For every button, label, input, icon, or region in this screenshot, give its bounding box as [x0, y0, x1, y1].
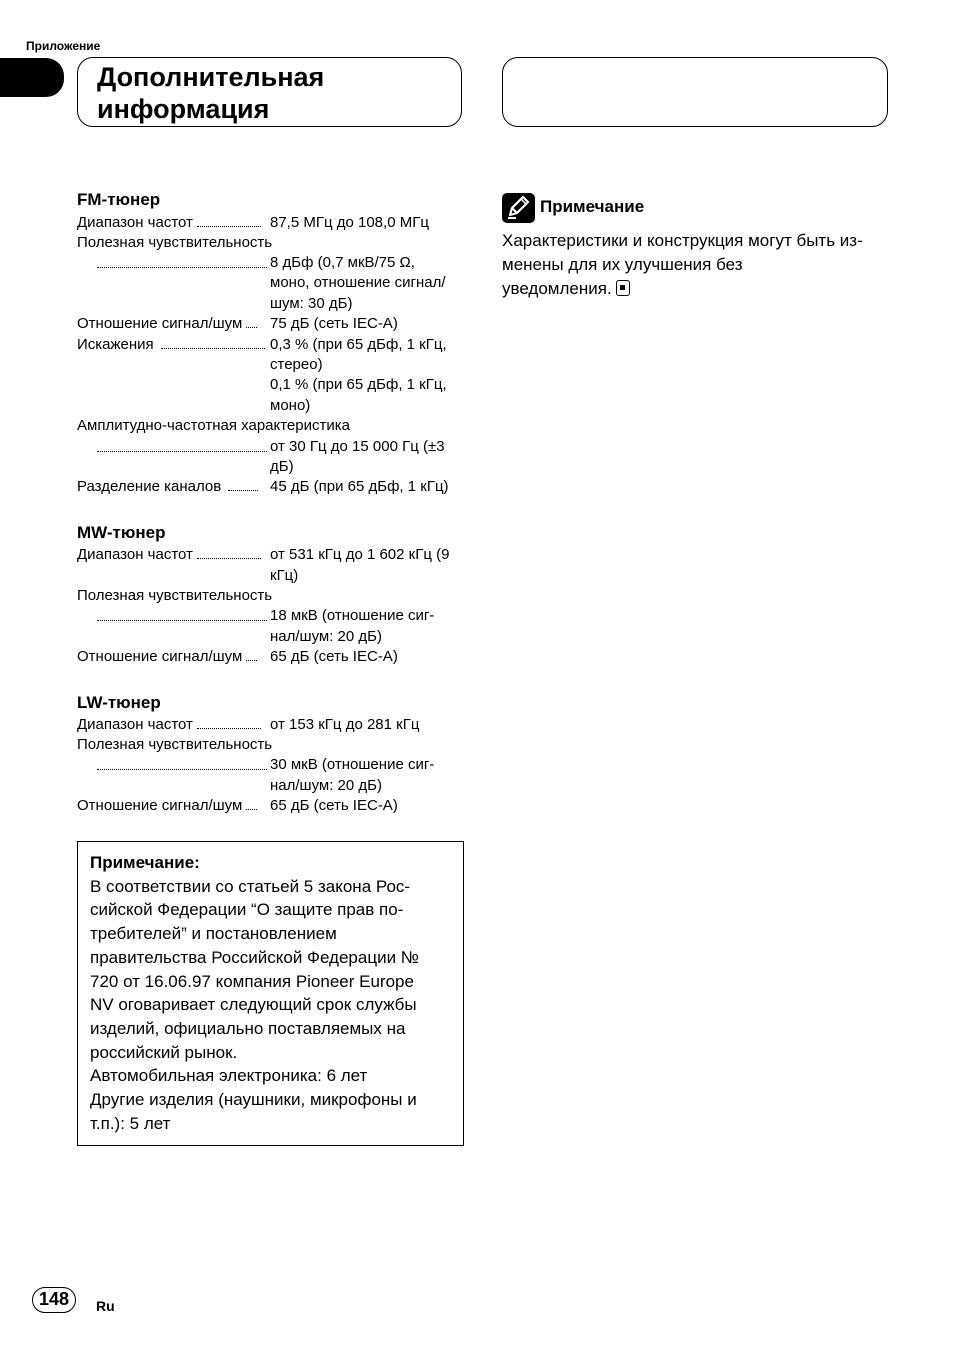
fm-dist-v3: 0,1 % (при 65 дБф, 1 кГц, [270, 376, 447, 393]
section-label: Приложение [26, 39, 101, 53]
note-line: менены для их улучшения без [502, 255, 743, 274]
lw-snr-value: 65 дБ (сеть IEC-A) [270, 797, 398, 814]
fm-range-label: Диапазон частот [77, 213, 261, 234]
fm-range-value: 87,5 МГц до 108,0 МГц [270, 214, 429, 231]
lw-sens-v2: нал/шум: 20 дБ) [270, 777, 383, 794]
fm-heading: FM-тюнер [77, 190, 161, 209]
empty-header-box [502, 57, 888, 127]
mw-sens-label: Полезная чувствительность [77, 587, 273, 604]
note-line-last: уведомления. [502, 277, 887, 301]
fm-sens-v2: моно, отношение сигнал/ [270, 274, 446, 291]
legal-note-line: 720 от 16.06.97 компания Pioneer Europe [90, 971, 414, 991]
stop-icon [616, 280, 630, 296]
lw-sens-v1: 30 мкВ (отношение сиг- [270, 756, 435, 773]
mw-range-label: Диапазон частот [77, 545, 261, 566]
mw-sens-dots [97, 619, 267, 621]
note-body [502, 229, 887, 301]
fm-sep-value: 45 дБ (при 65 дБф, 1 кГц) [270, 478, 449, 495]
legal-note-line: требителей” и постановлением [90, 924, 337, 944]
legal-note-line: т.п.): 5 лет [90, 1113, 171, 1133]
language-code: Ru [96, 1298, 115, 1314]
page-title-line2: информация [97, 94, 270, 124]
fm-dist-v1: 0,3 % (при 65 дБф, 1 кГц, [270, 336, 447, 353]
section-tab-marker [0, 58, 64, 97]
fm-freq-v2: дБ) [270, 458, 294, 475]
fm-sens-v3: шум: 30 дБ) [270, 295, 353, 312]
lw-sens-dots [97, 768, 267, 770]
legal-note-line: В соответствии со статьей 5 закона Рос- [90, 876, 411, 896]
note-pencil-icon [502, 193, 535, 223]
fm-dist-label: Искажения [77, 335, 265, 356]
note-line: Характеристики и конструкция могут быть из- [502, 231, 863, 250]
fm-sep-label: Разделение каналов [77, 477, 258, 498]
legal-note-line: правительства Российской Федерации № [90, 947, 420, 967]
mw-sens-v2: нал/шум: 20 дБ) [270, 628, 383, 645]
page-title-box [77, 57, 462, 127]
page-number: 148 [32, 1287, 76, 1313]
legal-note-line: сийской Федерации “О защите прав по- [90, 900, 404, 920]
legal-note-line: изделий, официально поставляемых на [90, 1018, 406, 1038]
fm-snr-label: Отношение сигнал/шум [77, 314, 257, 335]
fm-freq-dots [97, 450, 267, 452]
page-title-line1: Дополнительная [97, 62, 325, 92]
fm-sens-label: Полезная чувствительность [77, 234, 273, 251]
fm-freq-v1: от 30 Гц до 15 000 Гц (±3 [270, 438, 445, 455]
legal-note-line: российский рынок. [90, 1042, 238, 1062]
legal-note-box [77, 841, 464, 1146]
lw-heading: LW-тюнер [77, 693, 161, 712]
mw-snr-value: 65 дБ (сеть IEC-A) [270, 648, 398, 665]
mw-heading: MW-тюнер [77, 523, 166, 542]
lw-range-label: Диапазон частот [77, 715, 261, 736]
mw-snr-label: Отношение сигнал/шум [77, 647, 257, 668]
fm-snr-value: 75 дБ (сеть IEC-A) [270, 315, 398, 332]
lw-sens-label: Полезная чувствительность [77, 736, 273, 753]
fm-dist-v4: моно) [270, 397, 311, 414]
legal-note-line: Автомобильная электроника: 6 лет [90, 1066, 368, 1086]
legal-note-line: NV оговаривает следующий срок службы [90, 995, 417, 1015]
mw-sens-v1: 18 мкВ (отношение сиг- [270, 607, 435, 624]
fm-dist-v2: стерео) [270, 356, 323, 373]
legal-note-title: Примечание: [90, 853, 200, 872]
fm-sens-dots [97, 266, 267, 268]
mw-range-v2: кГц) [270, 567, 299, 584]
fm-sens-v1: 8 дБф (0,7 мкВ/75 Ω, [270, 254, 415, 271]
lw-range-value: от 153 кГц до 281 кГц [270, 716, 420, 733]
fm-freq-label: Амплитудно-частотная характеристика [77, 417, 350, 434]
legal-note-line: Другие изделия (наушники, микрофоны и [90, 1090, 417, 1110]
mw-range-v1: от 531 кГц до 1 602 кГц (9 [270, 546, 450, 563]
lw-snr-label: Отношение сигнал/шум [77, 796, 257, 817]
note-title: Примечание [540, 197, 645, 216]
